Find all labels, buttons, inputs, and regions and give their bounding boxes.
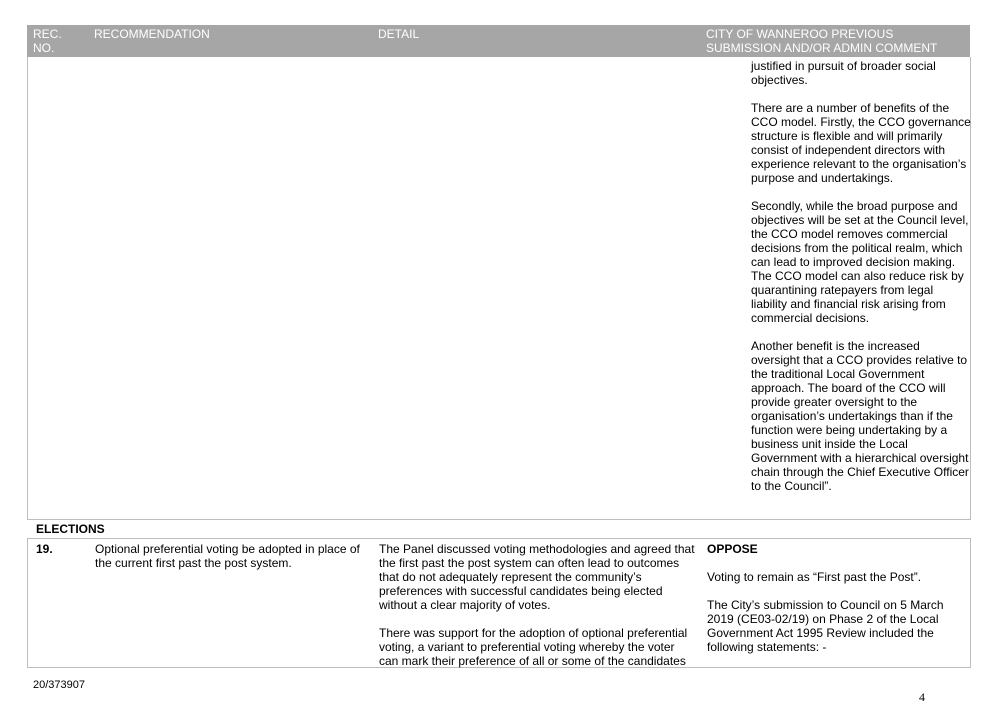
detail-paragraph: The Panel discussed voting methodologies and agreed that the first past the post system can often lead to outcomes that do not adequately represent the community’s preferences with successful candidates being elected without a clear majority of votes. <box>379 542 695 612</box>
comment-paragraph: Voting to remain as “First past the Post”. <box>707 570 922 584</box>
table-row-19 <box>27 538 971 668</box>
section-title-elections: ELECTIONS <box>36 522 105 536</box>
continued-comment-cell <box>751 59 971 507</box>
comment-paragraph: Secondly, while the broad purpose and objectives will be set at the Council level, the CCO model removes commercial decisions from the political realm, which can lead to improved decision making. The CCO model can also reduce risk by quarantining ratepayers from legal liability and financial risk arising from commercial decisions. <box>751 199 969 325</box>
page-number: 4 <box>919 690 925 704</box>
continued-row <box>27 57 971 520</box>
comment-paragraph: justified in pursuit of broader social objectives. <box>751 59 936 87</box>
detail-paragraph: There was support for the adoption of optional preferential voting, a variant to preferential voting whereby the voter can mark their preference of all or some of the candidates <box>379 626 688 668</box>
comment-paragraph: The City’s submission to Council on 5 March 2019 (CE03-02/19) on Phase 2 of the Local Government Act 1995 Review included the following statements: - <box>707 598 944 654</box>
header-comment: CITY OF WANNEROO PREVIOUS SUBMISSION AND/OR ADMIN COMMENT <box>706 27 938 55</box>
header-recommendation: RECOMMENDATION <box>94 27 210 41</box>
detail-cell <box>379 542 697 682</box>
comment-cell <box>707 542 957 668</box>
comment-paragraph: Another benefit is the increased oversight that a CCO provides relative to the traditional Local Government approach. The board of the CCO will provide greater oversight to the organisation’s undertakings than if the function were being undertaking by a business unit inside the Local Government with a hierarchical oversight chain through the Chief Executive Officer to the Council”. <box>751 339 969 493</box>
rec-number: 19. <box>36 542 53 556</box>
header-detail: DETAIL <box>378 27 420 41</box>
recommendation-cell: Optional preferential voting be adopted in place of the current first past the post system. <box>95 542 360 570</box>
comment-position: OPPOSE <box>707 542 758 556</box>
table-header-row <box>27 25 970 57</box>
header-rec-no <box>33 27 83 55</box>
document-reference: 20/373907 <box>33 679 85 691</box>
header-rec-no-text: REC. NO. <box>33 27 62 55</box>
comment-paragraph: There are a number of benefits of the CCO model. Firstly, the CCO governance structure is flexible and will primarily consist of independent directors with experience relevant to the organisation’s purpose and undertakings. <box>751 101 971 185</box>
